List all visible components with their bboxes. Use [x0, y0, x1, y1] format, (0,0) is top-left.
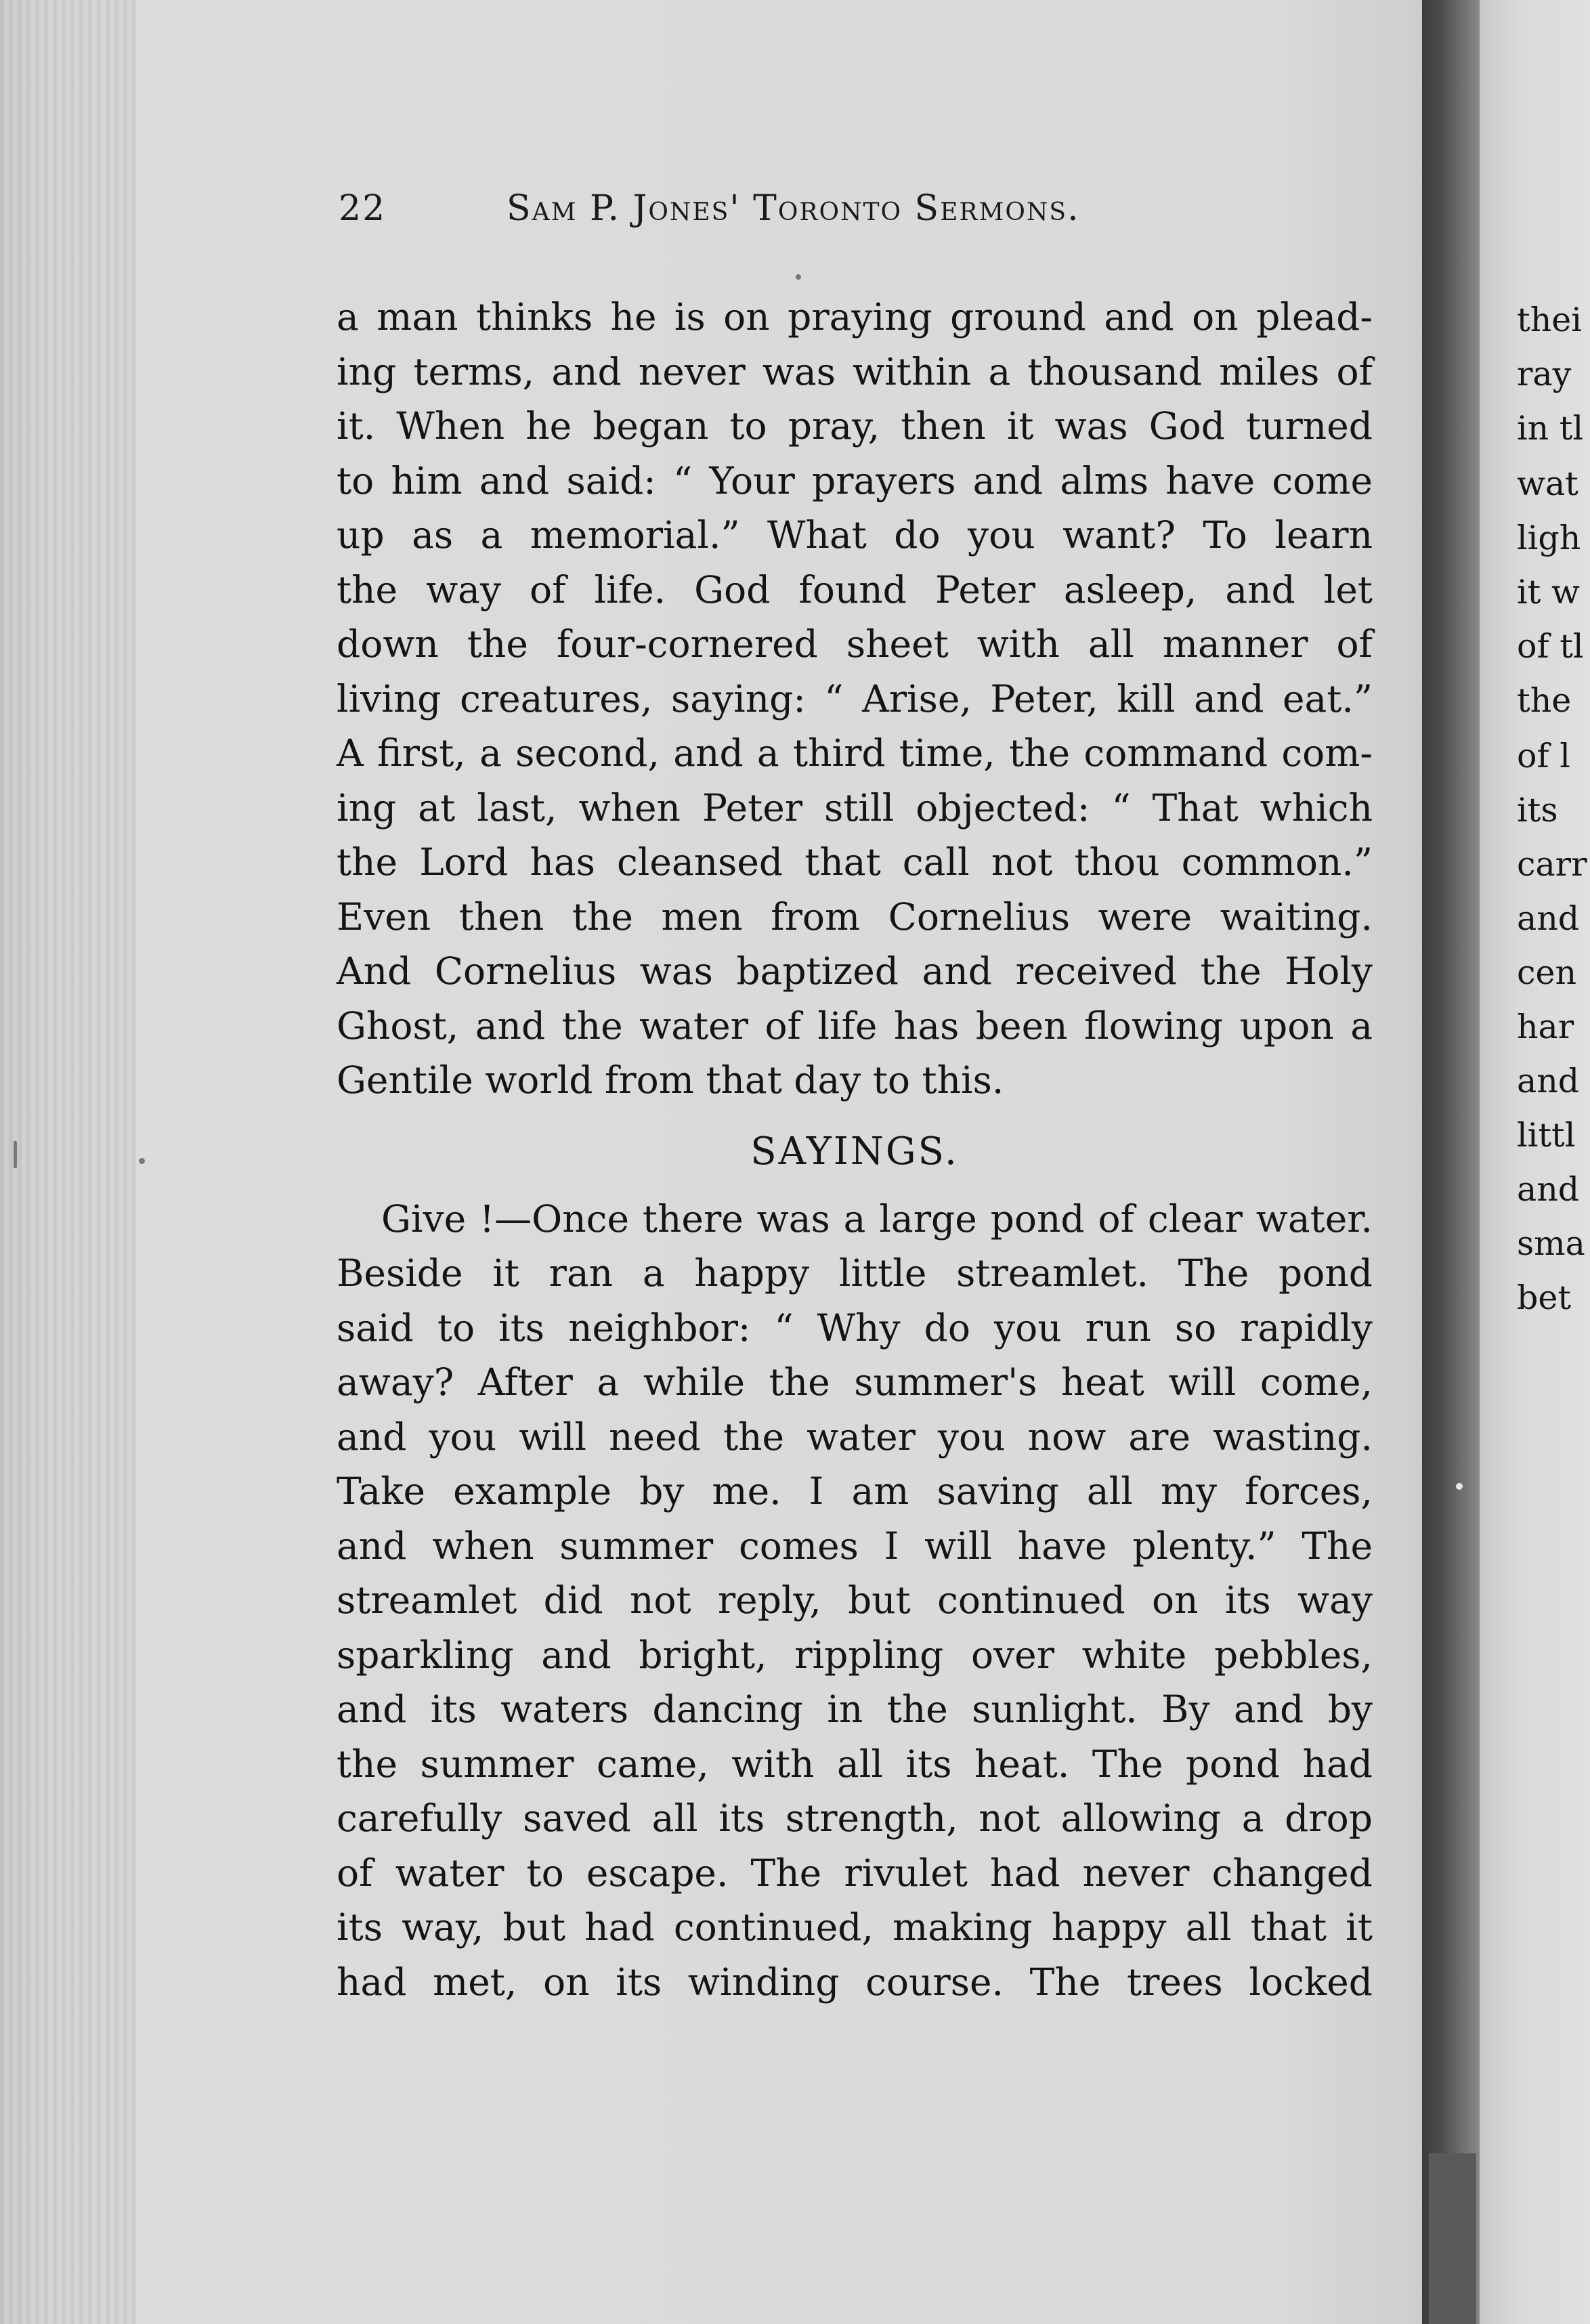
facing-fragment: it w [1517, 573, 1580, 611]
text-line: A first, a second, and a third time, the command com- [337, 731, 1373, 775]
text-line: Gentile world from that day to this. [337, 1058, 1004, 1102]
text-line: Ghost, and the water of life has been flowing upon a [337, 1004, 1373, 1048]
section-heading: SAYINGS. [750, 1129, 959, 1174]
facing-fragment: of tl [1517, 627, 1584, 666]
facing-fragment: ray [1517, 355, 1572, 393]
facing-fragment: and [1517, 899, 1580, 938]
text-line: Give !—Once there was a large pond of clear water. [381, 1197, 1373, 1241]
text-line: away? After a while the summer's heat will come, [337, 1360, 1373, 1404]
paragraph [337, 1192, 1373, 2010]
facing-fragment: wat [1517, 465, 1578, 503]
running-header [339, 188, 1368, 236]
facing-fragment: in tl [1517, 409, 1584, 448]
paper-speck [1456, 1483, 1463, 1490]
text-line: of water to escape. The rivulet had never changed [337, 1851, 1373, 1895]
page-edges [0, 0, 135, 2324]
text-line: up as a memorial.” What do you want? To learn [337, 513, 1373, 557]
facing-page [1480, 0, 1590, 2324]
text-line: and when summer comes I will have plenty.” The [337, 1524, 1373, 1568]
text-line: carefully saved all its strength, not allowing a drop [337, 1796, 1373, 1840]
running-title: Sam P. Jones' Toronto Sermons. [507, 188, 1080, 229]
paper-speck [796, 274, 801, 280]
page-number: 22 [339, 188, 387, 229]
text-line: Beside it ran a happy little streamlet. The pond [337, 1251, 1373, 1295]
text-line: ing at last, when Peter still objected: “ That which [337, 786, 1373, 830]
text-line: the summer came, with all its heat. The pond had [337, 1742, 1373, 1786]
text-line: streamlet did not reply, but continued on its way [337, 1578, 1373, 1622]
facing-fragment: the [1517, 681, 1572, 720]
text-line: and its waters dancing in the sunlight. By and by [337, 1687, 1373, 1731]
facing-fragment: har [1517, 1008, 1574, 1046]
text-line: Even then the men from Cornelius were waiting. [337, 895, 1373, 939]
text-line: it. When he began to pray, then it was God turned [337, 404, 1373, 448]
facing-fragment: cen [1517, 953, 1576, 992]
body-text [337, 290, 1373, 2009]
gutter-shadow [1429, 2153, 1476, 2324]
facing-fragment: thei [1517, 301, 1582, 339]
text-line: said to its neighbor: “ Why do you run so rapidly [337, 1306, 1373, 1350]
text-line: Take example by me. I am saving all my forces, [337, 1469, 1373, 1513]
facing-fragment: and [1517, 1062, 1580, 1100]
facing-fragment: ligh [1517, 519, 1581, 557]
facing-fragment: sma [1517, 1224, 1585, 1263]
text-line: living creatures, saying: “ Arise, Peter, kill and eat.” [337, 676, 1373, 720]
paragraph [337, 290, 1373, 1108]
text-line: sparkling and bright, rippling over white pebbles, [337, 1633, 1373, 1677]
paper-speck [139, 1158, 145, 1164]
text-line: ing terms, and never was within a thousand miles of [337, 349, 1373, 393]
facing-fragment: carr [1517, 845, 1587, 884]
text-line: a man thinks he is on praying ground and on plead- [337, 295, 1373, 339]
text-line: the way of life. God found Peter asleep, and let [337, 567, 1373, 611]
facing-fragment: of l [1517, 737, 1570, 775]
book-gutter [1422, 0, 1480, 2324]
text-line: down the four-cornered sheet with all manner of [337, 622, 1373, 666]
text-line: the Lord has cleansed that call not thou common.” [337, 840, 1373, 884]
text-line: its way, but had continued, making happy all that it [337, 1906, 1373, 1949]
text-line: to him and said: “ Your prayers and alms have come [337, 458, 1373, 502]
text-line: had met, on its winding course. The trees locked [337, 1960, 1373, 2004]
text-line: and you will need the water you now are wasting. [337, 1415, 1373, 1459]
facing-fragment: bet [1517, 1278, 1572, 1317]
facing-fragment: littl [1517, 1116, 1576, 1155]
facing-fragment: and [1517, 1170, 1580, 1209]
paper-speck [14, 1141, 17, 1168]
facing-fragment: its [1517, 791, 1558, 830]
text-line: And Cornelius was baptized and received the Holy [337, 949, 1373, 993]
